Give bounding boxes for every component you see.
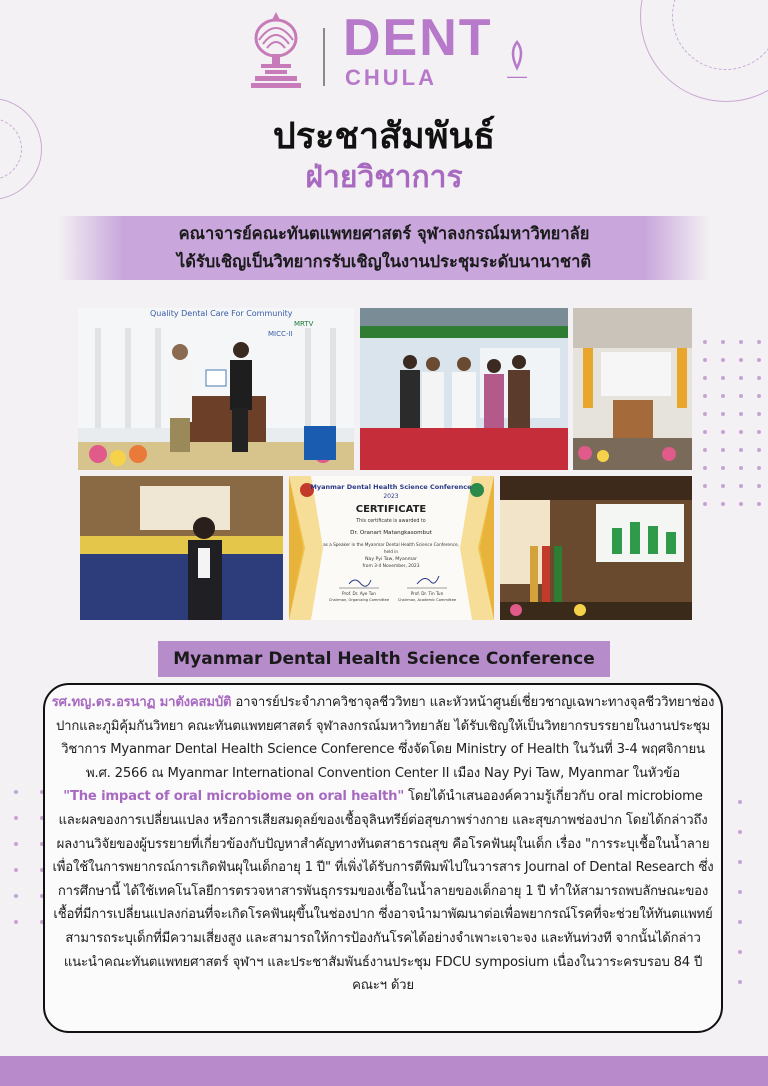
certificate-heading: CERTIFICATE (355, 504, 427, 515)
page-subtitle: ฝ่ายวิชาการ (305, 160, 463, 195)
headline-banner (58, 216, 710, 280)
article-intro: อาจารย์ประจำภาควิชาจุลชีววิทยา และหัวหน้าศูนย์เชี่ยวชาญเฉพาะทางจุลชีววิทยาช่องปากและภูมิคุ้มกันวิทยา คณะทันตแพทยศาสตร์ จุฬาลงกรณ์มหาวิทยาลัย ได้รับเชิญให้เป็นวิทยากรบรรยายในงานประชุมวิชาการ Myanmar Dental Health Science Conference ซึ่งจัดโดย Ministry of Health ในวันที่ 3-4 พฤศจิกายน พ.ศ. 2566 ณ Myanmar International Convention Center II เมือง Nay Pyi Taw, Myanmar ในหัวข้อ (56, 695, 715, 781)
certificate-year: 2023 (383, 493, 399, 500)
headline-line-2: ได้รับเชิญเป็นวิทยากรรับเชิญในงานประชุมระดับนานาชาติ (176, 252, 592, 271)
logo-separator (323, 28, 325, 86)
article-paragraph (45, 685, 721, 998)
certificate-role: as a Speaker in the Myanmar Dental Health Science Conference, (323, 542, 459, 547)
conference-label: Myanmar Dental Health Science Conference (158, 641, 610, 677)
speaker-name: รศ.ทญ.ดร.อรนาฏ มาตังคสมบัติ (51, 695, 232, 710)
chulalongkorn-crest-icon (245, 10, 307, 90)
channel-logo-text: MRTV (294, 320, 314, 328)
decorative-dots-right-bottom (738, 800, 742, 984)
photo-award-ceremony (78, 308, 354, 470)
certificate-signer-1: Prof. Dr. Aye Tun (342, 591, 376, 596)
article-body: โดยได้นำเสนอองค์ความรู้เกี่ยวกับ oral microbiome และผลของการเปลี่ยนแปลง หรือการเสียสมดุลย์ของเชื้อจุลินทรีย์ต่อสุขภาพร่างกาย และสุขภาพช่องปาก โดยได้กล่าวถึงผลงานวิจัยของผู้บรรยายที่เกี่ยวข้องกับปัญหาสำคัญทางทันตสาธารณสุข คือโรคฟันผุในเด็ก เรื่อง "การระบุเชื้อในน้ำลายเพื่อใช้ในการพยากรณ์การเกิดฟันผุในเด็กอายุ 1 ปี" ที่เพิ่งได้รับการตีพิมพ์ไปในวารสาร Journal of Dental Research ซึ่งการศึกษานี้ ได้ใช้เทคโนโลยีการตรวจหาสารพันธุกรรมของเชื้อในน้ำลายของเด็กอายุ 1 ปี ทำให้สามารถพบลักษณะของเชื้อที่มีการเปลี่ยนแปลงก่อนที่จะเกิดโรคฟันผุขึ้นในช่องปาก ซึ่งอาจนำมาพัฒนาต่อเพื่อพยากรณ์โรคที่จะช่วยให้ทันตแพทย์สามารถระบุเด็กที่มีความเสี่ยงสูง และสามารถให้การป้องกันโรคได้อย่างจำเพาะเจาะจง และทันท่วงที จากนั้นได้กล่าวแนะนำคณะทันตแพทยศาสตร์ จุฬาฯ และประชาสัมพันธ์งานประชุม FDCU symposium เนื่องในวาระครบรอบ 84 ปีคณะฯ ด้วย (52, 789, 714, 994)
certificate-conference-title: Myanmar Dental Health Science Conference (310, 483, 472, 491)
certificate-signer-2: Prof. Dr. Tin Tun (410, 591, 444, 596)
page-title: ประชาสัมพันธ์ (272, 116, 496, 157)
photo-podium-hall (573, 308, 692, 470)
footer-bar (0, 1056, 768, 1086)
venue-sign-text: MICC-II (268, 330, 293, 338)
certificate-signer-1-title: Chairman, Organizing Committee (328, 598, 390, 602)
article-box (43, 683, 723, 1033)
certificate-recipient: Dr. Oranart Matangkasombut (350, 530, 432, 536)
decorative-dots-left (14, 790, 44, 924)
certificate-awarded-text: This certificate is awarded to (356, 519, 426, 524)
logo-chula-text: CHULA (345, 65, 437, 90)
photo-certificate (289, 476, 494, 620)
talk-topic: "The impact of oral microbiome on oral health" (63, 789, 405, 805)
certificate-place: Nay Pyi Taw, Myanmar (365, 557, 417, 562)
certificate-signer-2-title: Chairman, Academic Committee (397, 598, 457, 602)
certificate-held: held in (383, 549, 399, 554)
logo-dent-text: DENT (343, 9, 493, 67)
certificate-dates: from 3-4 November, 2023 (362, 564, 420, 569)
headline-line-1: คณาจารย์คณะทันตแพทยศาสตร์ จุฬาลงกรณ์มหาวิทยาลัย (178, 224, 590, 243)
dent-chula-logo (245, 10, 535, 96)
photo-speaker-portrait (80, 476, 283, 620)
event-banner-text: Quality Dental Care For Community (150, 309, 293, 318)
photo-group-booth (360, 308, 568, 470)
photo-presentation-screen (500, 476, 692, 620)
decorative-dots-right (703, 340, 761, 506)
lotus-icon (503, 38, 531, 78)
